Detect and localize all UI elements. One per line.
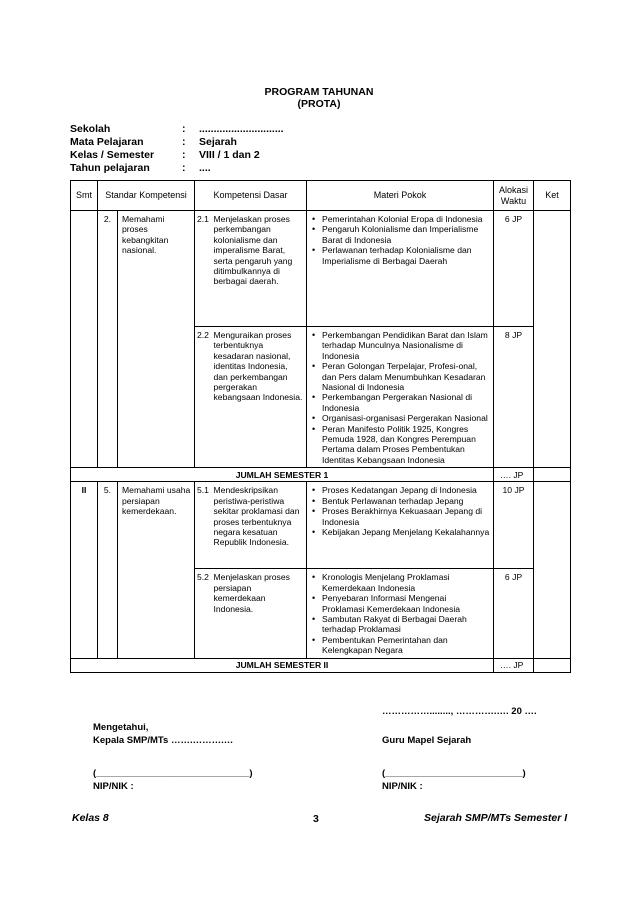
sk-number: 5.	[98, 482, 118, 658]
list-item: • Pengaruh Kolonialisme dan Imperialisme Barat di Indonesia	[309, 224, 491, 245]
table-row	[71, 482, 571, 569]
teacher-nip: NIP/NIK :	[382, 781, 423, 792]
list-item: • Bentuk Perlawanan terhadap Jepang	[309, 496, 491, 506]
table-row	[71, 211, 571, 327]
document-title: PROGRAM TAHUNAN	[264, 86, 374, 98]
list-item: • Organisasi-organisasi Pergerakan Nasional	[309, 413, 491, 423]
list-item: • Perkembangan Pergerakan Nasional di Indonesia	[309, 392, 491, 413]
materi-pokok-cell	[307, 482, 494, 569]
list-item: • Perlawanan terhadap Kolonialisme dan Imperialisme di Berbagai Daerah	[309, 245, 491, 266]
kompetensi-dasar-text: Menjelaskan proses persiapan kemerdekaan Indonesia.	[212, 569, 307, 658]
alokasi-waktu: 8 JP	[494, 327, 534, 468]
principal-nip: NIP/NIK :	[93, 781, 134, 792]
meta-separator: :	[182, 123, 186, 135]
list-item: • Kebijakan Jepang Menjelang Kekalahannya	[309, 527, 491, 537]
semester-cell	[71, 211, 98, 468]
ket-cell	[534, 211, 571, 468]
teacher-label: Guru Mapel Sejarah	[382, 735, 472, 746]
meta-row-sekolah	[70, 123, 470, 136]
meta-value: .............................	[199, 123, 284, 135]
list-item: • Proses Berakhirnya Kekuasaan Jepang di Indonesia	[309, 506, 491, 527]
semester-total-label: JUMLAH SEMESTER II	[71, 658, 494, 672]
kd-number: 5.2	[195, 569, 212, 658]
meta-value: Sejarah	[199, 136, 237, 148]
standar-kompetensi-text: Memahami proses kebangkitan nasional.	[118, 211, 195, 468]
prota-table	[70, 180, 571, 673]
kd-number: 2.1	[195, 211, 212, 327]
alokasi-waktu: 6 JP	[494, 211, 534, 327]
header-alokasi-waktu: Alokasi Waktu	[494, 181, 534, 211]
header-kompetensi-dasar: Kompetensi Dasar	[195, 181, 307, 211]
list-item: • Peran Golongan Terpelajar, Profesi-onal, dan Pers dalam Menumbuhkan Kesadaran Nasional di Indonesia	[309, 361, 491, 392]
semester-total-value: …. JP	[494, 468, 534, 482]
meta-value: VIII / 1 dan 2	[199, 149, 260, 161]
list-item: • Peran Manifesto Politik 1925, Kongres Pemuda 1928, dan Kongres Perempuan Pertama dalam Proses Pembentukan Identitas Kebangsaan Indonesia	[309, 424, 491, 466]
alokasi-waktu: 6 JP	[494, 569, 534, 658]
list-item: • Kronologis Menjelang Proklamasi Kemerdekaan Indonesia	[309, 572, 491, 593]
meta-label: Mata Pelajaran	[70, 136, 144, 148]
meta-row-tahun	[70, 162, 470, 175]
footer-class: Kelas 8	[72, 812, 109, 824]
kompetensi-dasar-text: Mendeskripsikan peristiwa-peristiwa sekitar proklamasi dan proses terbentuknya negara kesatuan Republik Indonesia.	[212, 482, 307, 569]
kd-number: 2.2	[195, 327, 212, 468]
meta-separator: :	[182, 162, 186, 174]
principal-label: Kepala SMP/MTs …….……….…	[93, 735, 234, 746]
meta-value: ....	[199, 162, 211, 174]
semester-total-value: …. JP	[494, 658, 534, 672]
kompetensi-dasar-text: Menjelaskan proses perkembangan kolonialisme dan imperalisme Barat, serta pengaruh yang ditimbulkannya di berbagai daerah.	[212, 211, 307, 327]
materi-pokok-cell	[307, 569, 494, 658]
alokasi-waktu: 10 JP	[494, 482, 534, 569]
meta-row-mapel	[70, 136, 470, 149]
ket-cell	[534, 658, 571, 672]
semester-total-row	[71, 468, 571, 482]
semester-total-label: JUMLAH SEMESTER 1	[71, 468, 494, 482]
meta-separator: :	[182, 149, 186, 161]
list-item: • Perkembangan Pendidikan Barat dan Islam terhadap Munculnya Nasionalisme di Indonesia	[309, 330, 491, 361]
header-ket: Ket	[534, 181, 571, 211]
meta-separator: :	[182, 136, 186, 148]
teacher-signature-line: (__________________________)	[382, 768, 526, 779]
meta-row-kelas	[70, 149, 470, 162]
sk-number: 2.	[98, 211, 118, 468]
header-materi-pokok: Materi Pokok	[307, 181, 494, 211]
materi-pokok-cell	[307, 327, 494, 468]
principal-signature-line: (_____________________________)	[93, 768, 253, 779]
kompetensi-dasar-text: Menguraikan proses terbentuknya kesadaran nasional, identitas Indonesia, dan perkembangan pergerakan kebangsaan Indonesia.	[212, 327, 307, 468]
list-item: • Pemerintahan Kolonial Eropa di Indonesia	[309, 214, 491, 224]
place-date: ……………........, ………….…. 20 ….	[382, 706, 537, 717]
materi-pokok-cell	[307, 211, 494, 327]
header-smt: Smt	[71, 181, 98, 211]
list-item: • Proses Kedatangan Jepang di Indonesia	[309, 485, 491, 495]
table-header-row	[71, 181, 571, 211]
ket-cell	[534, 482, 571, 658]
list-item: • Pembentukan Pemerintahan dan Kelengkapan Negara	[309, 635, 491, 656]
acknowledge-label: Mengetahui,	[93, 722, 149, 733]
semester-cell: II	[71, 482, 98, 658]
meta-label: Sekolah	[70, 123, 111, 135]
semester-total-row	[71, 658, 571, 672]
header-standar-kompetensi: Standar Kompetensi	[98, 181, 195, 211]
footer-subject: Sejarah SMP/MTs Semester I	[424, 812, 568, 824]
kd-number: 5.1	[195, 482, 212, 569]
standar-kompetensi-text: Memahami usaha persiapan kemerdekaan.	[118, 482, 195, 658]
list-item: • Penyebaran Informasi Mengenai Proklamasi Kemerdekaan Indonesia	[309, 593, 491, 614]
list-item: • Sambutan Rakyat di Berbagai Daerah terhadap Proklamasi	[309, 614, 491, 635]
meta-label: Tahun pelajaran	[70, 162, 150, 174]
document-subtitle: (PROTA)	[297, 98, 341, 110]
page-number: 3	[313, 813, 319, 825]
meta-label: Kelas / Semester	[70, 149, 155, 161]
ket-cell	[534, 468, 571, 482]
